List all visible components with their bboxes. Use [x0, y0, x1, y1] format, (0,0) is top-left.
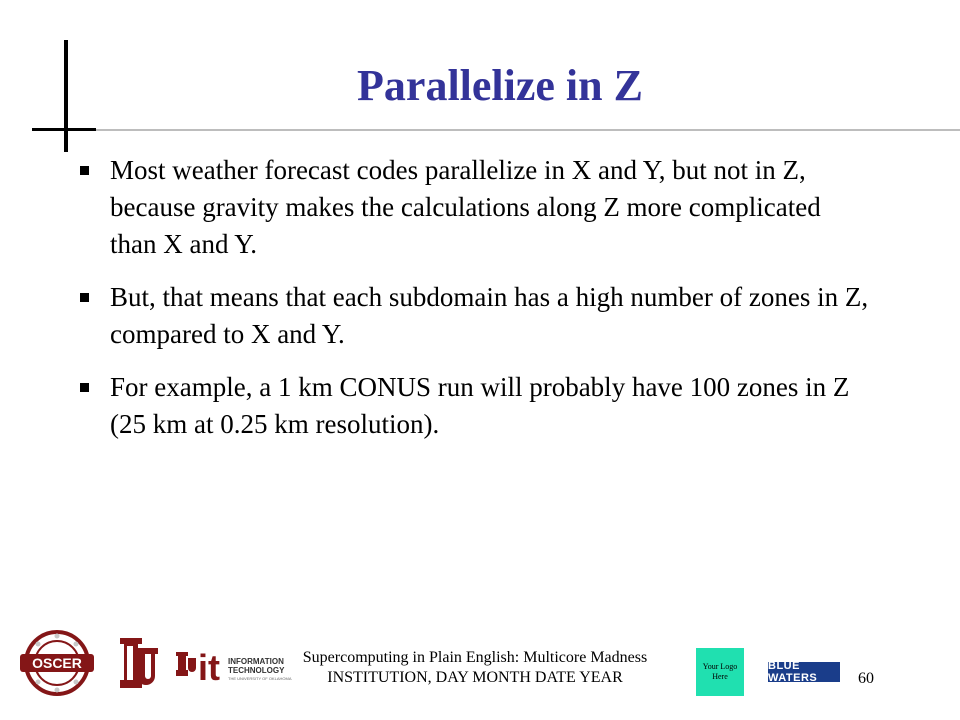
- bullet-list: [72, 152, 872, 459]
- bullet-text: Most weather forecast codes parallelize in X and Y, but not in Z, because gravity makes the calculations along Z more complicated than X and Y.: [110, 155, 821, 259]
- bullet-item: [72, 152, 872, 263]
- footer-line-2: INSTITUTION, DAY MONTH DATE YEAR: [327, 669, 623, 686]
- decorative-horizontal-line: [32, 128, 96, 131]
- blue-waters-text: BLUE WATERS: [768, 660, 818, 684]
- svg-text:INFORMATION: INFORMATION: [228, 657, 284, 666]
- footer-line-1: Supercomputing in Plain English: Multicore Madness: [302, 649, 648, 666]
- decorative-vertical-line: [64, 40, 68, 152]
- footer-logos: [12, 628, 292, 698]
- square-bullet-icon: [80, 383, 89, 392]
- bullet-text: But, that means that each subdomain has a high number of zones in Z, compared to X and Y.: [110, 282, 869, 349]
- page-number: 60: [858, 670, 874, 687]
- blue-waters-logo: [768, 662, 840, 682]
- square-bullet-icon: [80, 166, 89, 175]
- your-logo-placeholder: [696, 648, 744, 696]
- bullet-item: [72, 279, 872, 353]
- ou-logo: [110, 634, 170, 694]
- svg-text:it: it: [198, 647, 220, 688]
- slide-title: Parallelize in Z: [357, 61, 643, 110]
- bullet-item: [72, 369, 872, 443]
- svg-text:THE UNIVERSITY OF OKLAHOMA: THE UNIVERSITY OF OKLAHOMA: [228, 676, 292, 681]
- title-divider-line: [96, 129, 960, 131]
- svg-text:TECHNOLOGY: TECHNOLOGY: [228, 666, 285, 675]
- oscer-logo: [12, 630, 102, 696]
- your-logo-text: Your Logo Here: [702, 662, 738, 681]
- footer-caption: [250, 648, 700, 688]
- bullet-text: For example, a 1 km CONUS run will probably have 100 zones in Z (25 km at 0.25 km resolution).: [110, 372, 850, 439]
- square-bullet-icon: [80, 293, 89, 302]
- svg-text:OSCER: OSCER: [32, 655, 82, 671]
